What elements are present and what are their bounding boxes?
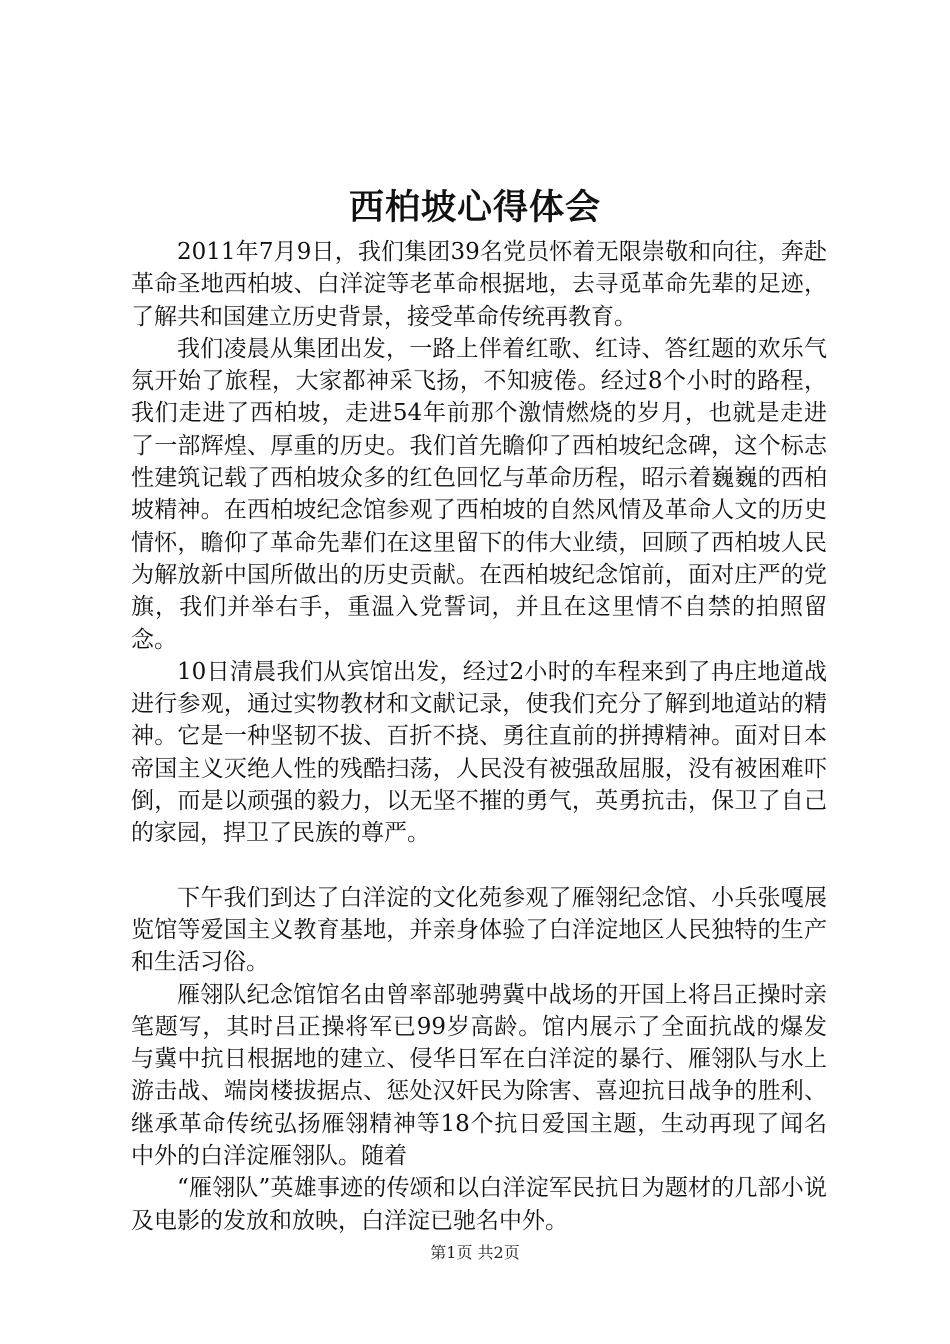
page-footer: 第1页 共2页 [430,1243,520,1262]
paragraph-2: 我们凌晨从集团出发，一路上伴着红歌、红诗、答红题的欢乐气氛开始了旅程，大家都神采飞扬，不知疲倦。经过8个小时的路程，我们走进了西柏坡，走进54年前那个激情燃烧的岁月，也就是走进了一部辉煌、厚重的历史。我们首先瞻仰了西柏坡纪念碑，这个标志性建筑记载了西柏坡众多的红色回忆与革命历程，昭示着巍巍的西柏坡精神。在西柏坡纪念馆参观了西柏坡的自然风情及革命人文的历史情怀，瞻仰了革命先辈们在这里留下的伟大业绩，回顾了西柏坡人民为解放新中国所做出的历史贡献。在西柏坡纪念馆前，面对庄严的党旗，我们并举右手，重温入党誓词，并且在这里情不自禁的拍照留念。 [131,335,827,653]
document-title: 西柏坡心得体会 [348,187,601,228]
paragraph-6: “雁翎队”英雄事迹的传颂和以白洋淀军民抗日为题材的几部小说及电影的发放和放映，白洋淀已驰名中外。 [131,1175,827,1234]
document-body [131,236,827,1237]
paragraph-4: 下午我们到达了白洋淀的文化苑参观了雁翎纪念馆、小兵张嘎展览馆等爱国主义教育基地，并亲身体验了白洋淀地区人民独特的生产和生活习俗。 [131,884,827,976]
paragraph-1: 2011年7月9日，我们集团39名党员怀着无限崇敬和向往，奔赴革命圣地西柏坡、白洋淀等老革命根据地，去寻觅革命先辈的足迹，了解共和国建立历史背景，接受革命传统再教育。 [131,239,827,330]
paragraph-5: 雁翎队纪念馆馆名由曾率部驰骋冀中战场的开国上将吕正操时亲笔题写，其时吕正操将军已99岁高龄。馆内展示了全面抗战的爆发与冀中抗日根据地的建立、侵华日军在白洋淀的暴行、雁翎队与水上游击战、端岗楼拔据点、惩处汉奸民为除害、喜迎抗日战争的胜利、继承革命传统弘扬雁翎精神等18个抗日爱国主题，生动再现了闻名中外的白洋淀雁翎队。随着 [131,981,827,1170]
paragraph-3: 10日清晨我们从宾馆出发，经过2小时的车程来到了冉庄地道战进行参观，通过实物教材和文献记录，使我们充分了解到地道站的精神。它是一种坚韧不拔、百折不挠、勇往直前的拼搏精神。面对日本帝国主义灭绝人性的残酷扫荡，人民没有被强敌屈服，没有被困难吓倒，而是以顽强的毅力，以无坚不摧的勇气，英勇抗击，保卫了自己的家园，捍卫了民族的尊严。 [131,658,827,847]
